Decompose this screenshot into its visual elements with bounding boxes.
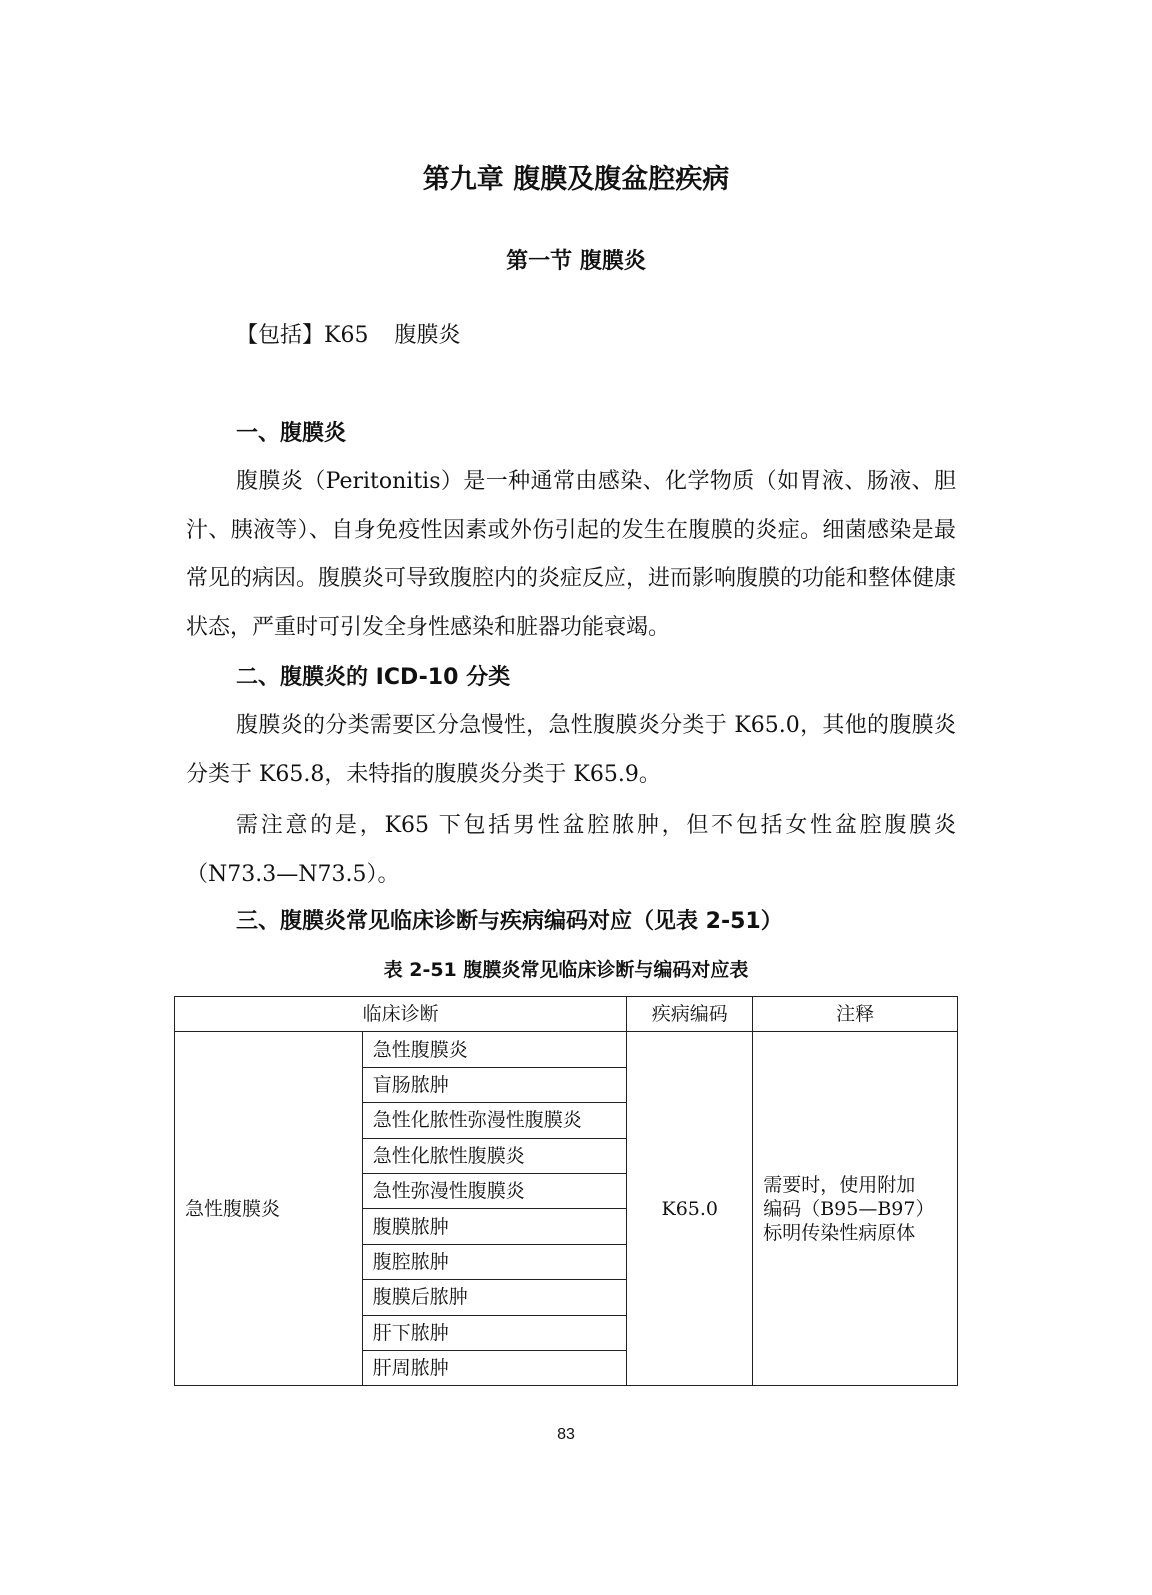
diagnosis-cell: 腹腔脓肿 xyxy=(362,1244,627,1279)
diagnosis-table xyxy=(174,996,958,1386)
diagnosis-cell: 腹膜脓肿 xyxy=(362,1209,627,1244)
paragraph-3: 需注意的是，K65 下包括男性盆腔脓肿，但不包括女性盆腔腹膜炎（N73.3—N73.5）。 xyxy=(186,813,956,887)
table-row xyxy=(175,1032,958,1067)
include-line xyxy=(236,316,460,356)
table-caption: 表 2-51 腹膜炎常见临床诊断与编码对应表 xyxy=(383,959,749,981)
note-line: 编码（B95—B97） xyxy=(763,1197,935,1220)
section-title: 第一节 腹膜炎 xyxy=(506,249,646,274)
include-bracket: 【包括】 xyxy=(236,323,325,348)
code-cell: K65.0 xyxy=(627,1032,753,1386)
group-cell: 急性腹膜炎 xyxy=(175,1032,363,1386)
note-line: 标明传染性病原体 xyxy=(763,1221,916,1244)
heading-1: 一、腹膜炎 xyxy=(236,421,347,446)
include-term: 腹膜炎 xyxy=(394,323,461,348)
diagnosis-cell: 腹膜后脓肿 xyxy=(362,1280,627,1315)
note-line: 需要时，使用附加 xyxy=(763,1173,916,1196)
paragraph-1: 腹膜炎（Peritonitis）是一种通常由感染、化学物质（如胃液、肠液、胆汁、胰液等）、自身免疫性因素或外伤引起的发生在腹膜的炎症。细菌感染是最常见的病因。腹膜炎可导致腹腔内的炎症反应，进而影响腹膜的功能和整体健康状态，严重时可引发全身性感染和脏器功能衰竭。 xyxy=(186,469,957,640)
diagnosis-cell: 肝下脓肿 xyxy=(362,1315,627,1350)
include-code: K65 xyxy=(324,323,369,348)
diagnosis-cell: 急性化脓性弥漫性腹膜炎 xyxy=(362,1103,627,1138)
diagnosis-cell: 盲肠脓肿 xyxy=(362,1067,627,1102)
header-code: 疾病编码 xyxy=(627,997,753,1032)
note-cell xyxy=(753,1032,958,1386)
diagnosis-cell: 急性化脓性腹膜炎 xyxy=(362,1138,627,1173)
diagnosis-cell: 急性弥漫性腹膜炎 xyxy=(362,1173,627,1208)
diagnosis-cell: 肝周脓肿 xyxy=(362,1350,627,1385)
page-number: 83 xyxy=(557,1426,575,1443)
header-diagnosis: 临床诊断 xyxy=(175,997,627,1032)
heading-3: 三、腹膜炎常见临床诊断与疾病编码对应（见表 2-51） xyxy=(236,909,783,934)
chapter-title: 第九章 腹膜及腹盆腔疾病 xyxy=(422,164,730,195)
header-note: 注释 xyxy=(753,997,958,1032)
heading-2: 二、腹膜炎的 ICD-10 分类 xyxy=(236,665,511,690)
table-header-row xyxy=(175,997,958,1032)
paragraph-2: 腹膜炎的分类需要区分急慢性，急性腹膜炎分类于 K65.0，其他的腹膜炎分类于 K65.8，未特指的腹膜炎分类于 K65.9。 xyxy=(186,713,956,787)
diagnosis-cell: 急性腹膜炎 xyxy=(362,1032,627,1067)
